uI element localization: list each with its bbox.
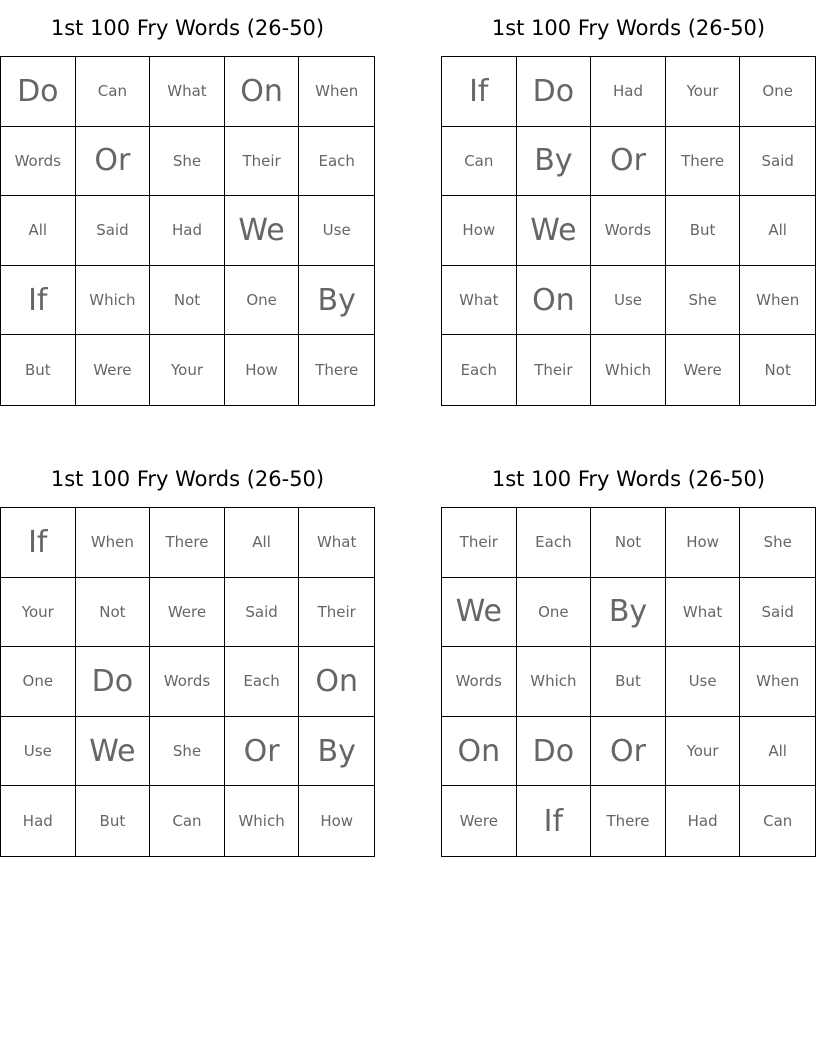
word-cell: Use bbox=[666, 647, 741, 717]
word-cell: If bbox=[1, 508, 76, 578]
word-cell: Their bbox=[442, 508, 517, 578]
word-cell: But bbox=[591, 647, 666, 717]
word-cell: Were bbox=[150, 578, 225, 648]
word-cell: Do bbox=[517, 717, 592, 787]
word-cell: If bbox=[442, 57, 517, 127]
word-cell: By bbox=[591, 578, 666, 648]
word-cell: Or bbox=[591, 717, 666, 787]
word-cell: Use bbox=[299, 196, 374, 266]
word-cell: Do bbox=[1, 57, 76, 127]
word-cell: Their bbox=[299, 578, 374, 648]
word-cell: All bbox=[740, 196, 815, 266]
word-cell: By bbox=[299, 717, 374, 787]
word-grid bbox=[441, 507, 816, 857]
word-cell: Use bbox=[1, 717, 76, 787]
word-cell: Said bbox=[740, 127, 815, 197]
word-cell: Their bbox=[225, 127, 300, 197]
word-cell: When bbox=[740, 266, 815, 336]
word-cell: We bbox=[225, 196, 300, 266]
card-title: 1st 100 Fry Words (26-50) bbox=[50, 467, 325, 491]
word-cell: On bbox=[517, 266, 592, 336]
word-cell: One bbox=[1, 647, 76, 717]
word-grid bbox=[441, 56, 816, 406]
word-cell: Can bbox=[150, 786, 225, 856]
word-cell: Can bbox=[76, 57, 151, 127]
word-cell: How bbox=[225, 335, 300, 405]
word-cell: Use bbox=[591, 266, 666, 336]
word-cell: Not bbox=[76, 578, 151, 648]
word-cell: There bbox=[591, 786, 666, 856]
word-cell: Words bbox=[150, 647, 225, 717]
word-cell: Said bbox=[740, 578, 815, 648]
word-cell: Were bbox=[76, 335, 151, 405]
word-cell: Their bbox=[517, 335, 592, 405]
word-cell: Each bbox=[517, 508, 592, 578]
word-cell: By bbox=[517, 127, 592, 197]
word-grid bbox=[0, 507, 375, 857]
word-cell: Which bbox=[76, 266, 151, 336]
word-cell: All bbox=[225, 508, 300, 578]
word-cell: She bbox=[150, 717, 225, 787]
word-cell: What bbox=[442, 266, 517, 336]
word-cell: By bbox=[299, 266, 374, 336]
word-cell: Or bbox=[591, 127, 666, 197]
word-cell: What bbox=[150, 57, 225, 127]
word-cell: We bbox=[517, 196, 592, 266]
word-cell: How bbox=[320, 812, 354, 831]
word-grid bbox=[0, 56, 375, 406]
word-cell: There bbox=[150, 508, 225, 578]
word-cell: Words bbox=[1, 127, 76, 197]
word-cell: Said bbox=[225, 578, 300, 648]
card-title: 1st 100 Fry Words (26-50) bbox=[50, 16, 325, 40]
word-cell: Do bbox=[76, 647, 151, 717]
word-cell: We bbox=[76, 717, 151, 787]
word-cell: How bbox=[442, 196, 517, 266]
word-cell: One bbox=[225, 266, 300, 336]
word-cell: Not bbox=[764, 361, 791, 380]
word-cell: But bbox=[1, 335, 76, 405]
word-cell: Had bbox=[150, 196, 225, 266]
word-cell: Do bbox=[517, 57, 592, 127]
word-cell: Or bbox=[225, 717, 300, 787]
word-cell: She bbox=[666, 266, 741, 336]
word-cell: On bbox=[442, 717, 517, 787]
word-cell: Your bbox=[1, 578, 76, 648]
word-cell: Which bbox=[517, 647, 592, 717]
word-cell: But bbox=[666, 196, 741, 266]
word-cell: Which bbox=[225, 786, 300, 856]
word-cell: Words bbox=[591, 196, 666, 266]
word-cell: All bbox=[740, 717, 815, 787]
word-cell: When bbox=[740, 647, 815, 717]
card-title: 1st 100 Fry Words (26-50) bbox=[491, 16, 766, 40]
word-cell: There bbox=[315, 361, 359, 380]
word-cell: Had bbox=[666, 786, 741, 856]
word-cell: Each bbox=[299, 127, 374, 197]
word-cell: What bbox=[666, 578, 741, 648]
word-cell: Can bbox=[763, 812, 793, 831]
card-title: 1st 100 Fry Words (26-50) bbox=[491, 467, 766, 491]
word-cell: If bbox=[1, 266, 76, 336]
word-cell: Said bbox=[76, 196, 151, 266]
word-cell: But bbox=[76, 786, 151, 856]
word-cell: All bbox=[1, 196, 76, 266]
word-cell: Not bbox=[150, 266, 225, 336]
word-cell: There bbox=[666, 127, 741, 197]
word-cell: Had bbox=[1, 786, 76, 856]
word-cell: On bbox=[299, 647, 374, 717]
word-cell: What bbox=[299, 508, 374, 578]
word-cell: Each bbox=[442, 335, 517, 405]
word-cell: On bbox=[225, 57, 300, 127]
word-cell: How bbox=[666, 508, 741, 578]
word-cell: Words bbox=[442, 647, 517, 717]
word-cell: Each bbox=[225, 647, 300, 717]
word-cell: Not bbox=[591, 508, 666, 578]
word-cell: She bbox=[150, 127, 225, 197]
word-cell: Were bbox=[666, 335, 741, 405]
word-cell: When bbox=[76, 508, 151, 578]
word-cell: One bbox=[517, 578, 592, 648]
word-cell: If bbox=[517, 786, 592, 856]
word-cell: We bbox=[442, 578, 517, 648]
word-cell: Your bbox=[666, 57, 741, 127]
word-cell: Or bbox=[76, 127, 151, 197]
word-cell: She bbox=[740, 508, 815, 578]
word-cell: When bbox=[299, 57, 374, 127]
word-cell: Can bbox=[442, 127, 517, 197]
word-cell: Were bbox=[442, 786, 517, 856]
word-cell: Your bbox=[150, 335, 225, 405]
word-cell: Which bbox=[591, 335, 666, 405]
word-cell: Had bbox=[591, 57, 666, 127]
word-cell: Your bbox=[666, 717, 741, 787]
word-cell: One bbox=[740, 57, 815, 127]
